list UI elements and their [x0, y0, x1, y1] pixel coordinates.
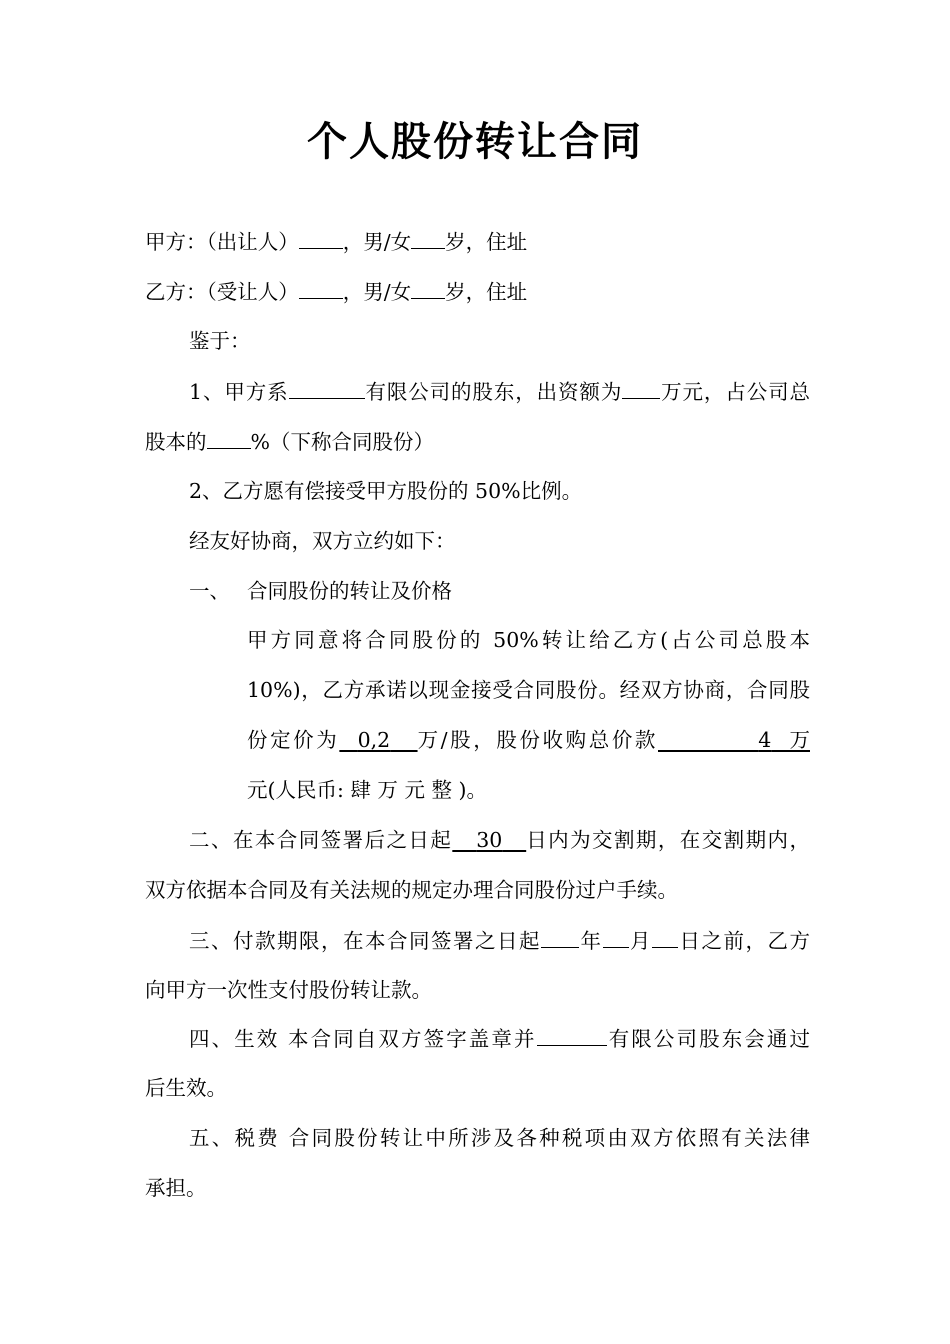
party-b-name-blank [299, 276, 343, 299]
company-name-blank-2 [537, 1023, 607, 1046]
clause-1-text-a: 1、甲方系 [189, 380, 289, 404]
total-price [658, 728, 810, 752]
section-5-line-1: 五、税费 合同股份转让中所涉及各种税项由双方依照有关法律 [189, 1126, 810, 1150]
delivery-days [452, 828, 526, 852]
section-3-text-a: 三、付款期限，在本合同签署之日起 [189, 929, 541, 953]
section-2-line-1 [189, 825, 810, 855]
section-1-line-2: 10%)，乙方承诺以现金接受合同股份。经双方协商，合同股 [247, 678, 810, 702]
clause-1-text-e: %（下称合同股份） [250, 430, 434, 454]
day-blank [652, 925, 678, 948]
section-3-line-1 [189, 925, 810, 956]
section-1-heading [189, 576, 810, 606]
month-blank [603, 925, 629, 948]
section-4-line-1 [189, 1023, 810, 1054]
section-2-text-a: 二、在本合同签署后之日起 [189, 828, 453, 852]
section-3-line-2: 向甲方一次性支付股份转让款。 [145, 978, 432, 1002]
agreement-intro: 经友好协商，双方立约如下： [189, 529, 456, 553]
price-per-share [339, 728, 417, 752]
year-label: 年 [579, 929, 603, 953]
price-per-share-value: 0,2 [357, 728, 391, 752]
party-b-gender: ，男/女 [342, 280, 412, 304]
party-b-address-label: 岁，住址 [445, 280, 528, 304]
clause-2: 2、乙方愿有偿接受甲方股份的 50%比例。 [189, 479, 583, 503]
section-2-line-2: 双方依据本合同及有关法规的规定办理合同股份过户手续。 [145, 878, 678, 902]
document-title: 个人股份转让合同 [307, 118, 643, 165]
party-a-gender: ，男/女 [342, 230, 412, 254]
month-label: 月 [628, 929, 652, 953]
party-b-age-blank [411, 276, 445, 299]
total-price-value: 4 [758, 728, 772, 752]
party-a-prefix: 甲方：（出让人） [145, 230, 299, 254]
section-1-line-3 [247, 725, 810, 755]
clause-1-text-b: 有限公司的股东，出资额为 [364, 380, 623, 404]
price-label: 份定价为 [247, 728, 340, 752]
section-1-line-4: 元(人民币: 肆 万 元 整 )。 [247, 778, 487, 802]
clause-1-text-d: 股本的 [145, 430, 207, 454]
section-4-text-a: 四、生效 本合同自双方签字盖章并 [189, 1027, 537, 1051]
clause-1-line-2 [145, 426, 810, 457]
party-b-line [145, 276, 810, 307]
party-a-address-label: 岁，住址 [445, 230, 528, 254]
company-name-blank [289, 376, 365, 399]
party-a-line [145, 226, 810, 257]
clause-1-line-1 [189, 376, 810, 407]
party-b-prefix: 乙方：（受让人） [145, 280, 299, 304]
total-price-unit: 万 [789, 728, 810, 752]
share-percent-blank [207, 426, 251, 449]
total-price-label: 万/股，股份收购总价款 [417, 728, 658, 752]
section-4-line-2: 后生效。 [145, 1076, 227, 1100]
party-a-age-blank [411, 226, 445, 249]
section-3-text-b: 日之前，乙方 [678, 929, 810, 953]
year-blank [541, 925, 579, 948]
section-1-title: 合同股份的转让及价格 [247, 579, 452, 603]
clause-1-text-c: 万元，占公司总 [660, 380, 811, 404]
section-1-number: 一、 [189, 579, 230, 603]
section-5-line-2: 承担。 [145, 1176, 207, 1200]
party-a-name-blank [299, 226, 343, 249]
whereas-heading: 鉴于： [189, 329, 251, 353]
delivery-days-value: 30 [476, 828, 503, 852]
section-2-text-b: 日内为交割期，在交割期内， [526, 828, 810, 852]
section-4-text-b: 有限公司股东会通过 [606, 1027, 811, 1051]
capital-amount-blank [622, 376, 660, 399]
section-1-line-1: 甲方同意将合同股份的 50%转让给乙方(占公司总股本 [247, 628, 810, 652]
